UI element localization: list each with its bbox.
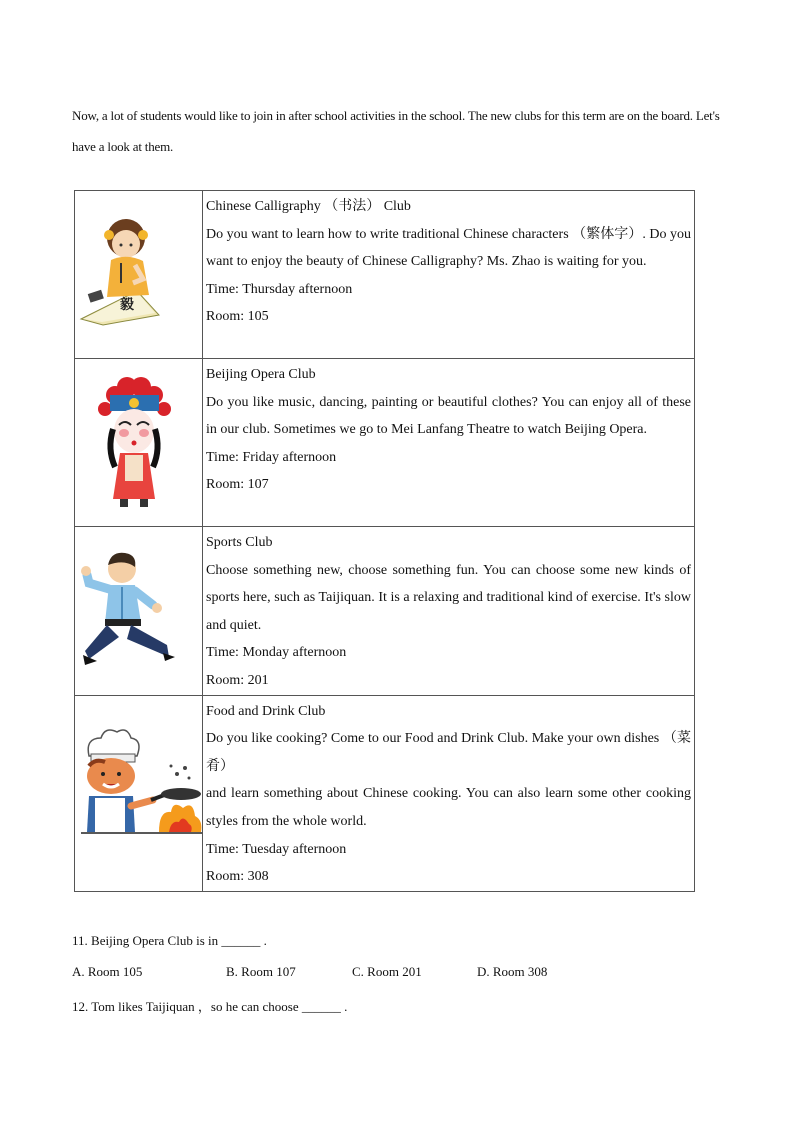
club-text-cell bbox=[203, 191, 695, 359]
club-image-cell bbox=[75, 527, 203, 696]
club-text-cell bbox=[203, 527, 695, 696]
club-description: Choose something new, choose something fun. You can choose some new kinds of sports here, such as Taijiquan. It is a relaxing and traditional kind of exercise. It's slow and quiet. bbox=[206, 562, 691, 633]
intro-paragraph: Now, a lot of students would like to join in after school activities in the school. The new clubs for this term are on the board. Let's have a look at them. bbox=[72, 108, 720, 154]
club-image-cell bbox=[75, 191, 203, 359]
club-room: Room: 107 bbox=[206, 477, 269, 493]
club-room: Room: 201 bbox=[206, 672, 269, 688]
question-12: 12. Tom likes Taijiquan ，so he can choose ______ . bbox=[72, 999, 348, 1014]
svg-text:毅: 毅 bbox=[120, 297, 134, 313]
club-description: Do you like cooking? Come to our Food and Drink Club. Make your own dishes （菜肴） bbox=[206, 731, 691, 774]
club-row-opera bbox=[75, 359, 695, 527]
option-a[interactable]: A. Room 105 bbox=[72, 964, 143, 979]
club-title: Sports Club bbox=[206, 535, 273, 550]
option-d[interactable]: D. Room 308 bbox=[477, 964, 548, 979]
calligraphy-girl-icon bbox=[75, 191, 202, 359]
club-title: Beijing Opera Club bbox=[206, 367, 316, 382]
club-time: Time: Tuesday afternoon bbox=[206, 841, 347, 857]
opera-performer-icon bbox=[75, 359, 202, 527]
club-time: Time: Monday afternoon bbox=[206, 645, 347, 661]
club-text-cell bbox=[203, 359, 695, 527]
club-title: Food and Drink Club bbox=[206, 703, 326, 719]
clubs-table bbox=[74, 190, 695, 892]
club-room: Room: 308 bbox=[206, 869, 269, 885]
taijiquan-man-icon bbox=[75, 527, 202, 695]
club-room: Room: 105 bbox=[206, 309, 269, 325]
club-text-cell bbox=[203, 695, 695, 891]
question-11: 11. Beijing Opera Club is in ______ . bbox=[72, 933, 267, 948]
option-b[interactable]: B. Room 107 bbox=[226, 964, 296, 979]
club-row-food bbox=[75, 695, 695, 891]
club-description: Do you want to learn how to write traditional Chinese characters （繁体字）. Do you want to enjoy the beauty of Chinese Calligraphy? Ms. Zhao is waiting for you. bbox=[206, 226, 691, 270]
club-image-cell bbox=[75, 359, 203, 527]
club-title: Chinese Calligraphy （书法） Club bbox=[206, 199, 411, 214]
chef-cooking-icon bbox=[75, 696, 202, 892]
club-row-sports bbox=[75, 527, 695, 696]
club-time: Time: Thursday afternoon bbox=[206, 281, 353, 297]
club-row-calligraphy bbox=[75, 191, 695, 359]
option-c[interactable]: C. Room 201 bbox=[352, 964, 422, 979]
club-time: Time: Friday afternoon bbox=[206, 449, 337, 465]
club-description: Do you like music, dancing, painting or beautiful clothes? You can enjoy all of these in our club. Sometimes we go to Mei Lanfang Theatre to watch Beijing Opera. bbox=[206, 394, 691, 438]
club-description-continued: and learn something about Chinese cooking. You can also learn some other cooking styles from the whole world. bbox=[206, 786, 691, 829]
club-image-cell bbox=[75, 695, 203, 891]
